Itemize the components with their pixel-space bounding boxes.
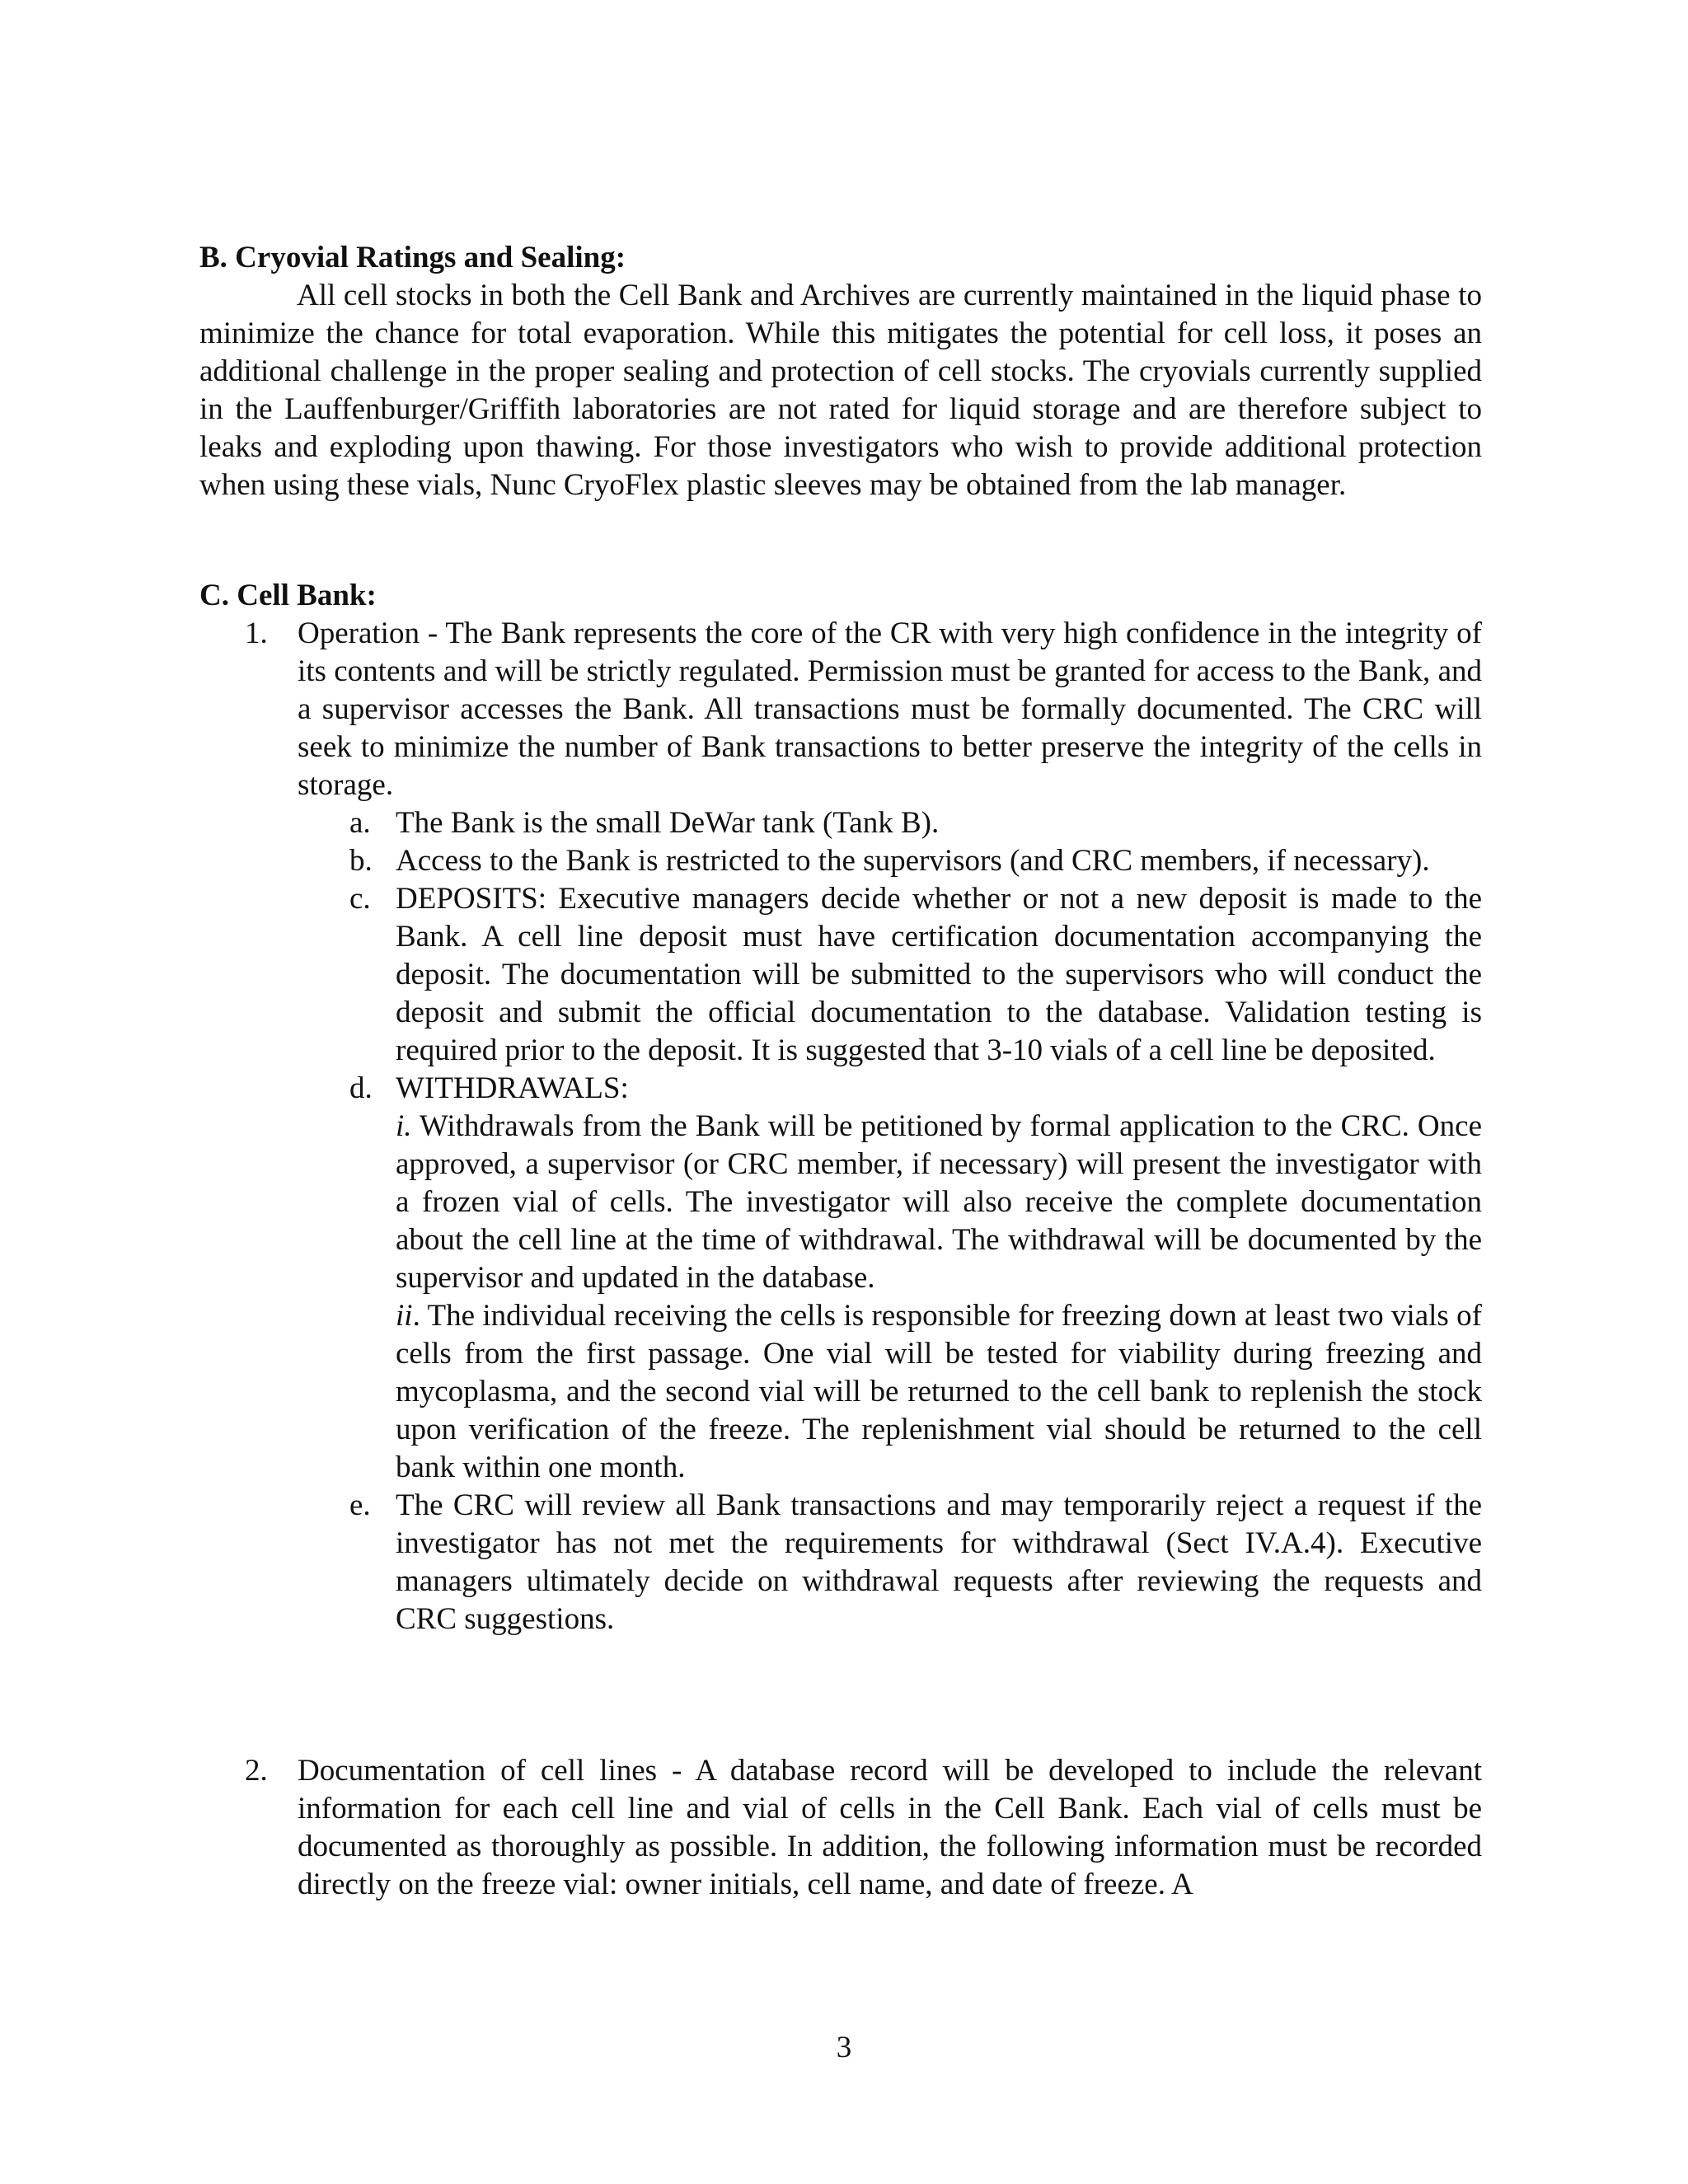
withdrawals-paragraph-ii: [396, 1297, 1482, 1487]
list-item-documentation: [245, 1752, 1482, 1904]
withdrawals-text-ii: . The individual receiving the cells is responsible for freezing down at least two vials of cells from the first passage. One vial will be tested for viability during freezing and mycoplasma, and the second vial will be returned to the cell bank to replenish the stock upon verification of the freeze. The replenishment vial should be returned to the cell bank within one month.: [396, 1299, 1482, 1484]
section-c-heading: C. Cell Bank:: [199, 579, 377, 612]
roman-numeral-i: i.: [396, 1109, 412, 1143]
sub-item-text: The CRC will review all Bank transactions and may temporarily reject a request if the investigator has not met the requirements for withdrawal (Sect IV.A.4). Executive managers ultimately decide on withdrawal requests after reviewing the requests and CRC suggestions.: [396, 1488, 1482, 1636]
sub-item-text: Access to the Bank is restricted to the supervisors (and CRC members, if necessary).: [396, 844, 1430, 878]
sub-item-e: [349, 1487, 1482, 1638]
sub-item-letter: c.: [349, 882, 371, 916]
section-b-heading: B. Cryovial Ratings and Sealing:: [199, 241, 626, 274]
list-item-operation: [245, 615, 1482, 1638]
list-number: 2.: [245, 1754, 268, 1788]
sub-item-d: [349, 1070, 1482, 1487]
sub-item-letter: a.: [349, 806, 371, 840]
sub-item-letter: e.: [349, 1488, 371, 1522]
sub-item-b: [349, 842, 1482, 880]
sub-item-text: The Bank is the small DeWar tank (Tank B).: [396, 806, 940, 840]
sub-item-c: [349, 880, 1482, 1070]
section-b-paragraph: [199, 277, 1482, 504]
withdrawals-text-i: Withdrawals from the Bank will be petitioned by formal application to the CRC. Once approved, a supervisor (or CRC member, if necessary) will present the investigator with a frozen vial of cells. The investigator will also receive the complete documentation about the cell line at the time of withdrawal. The withdrawal will be documented by the supervisor and updated in the database.: [396, 1109, 1482, 1295]
roman-numeral-ii: ii: [396, 1299, 413, 1333]
sub-item-text: DEPOSITS: Executive managers decide whether or not a new deposit is made to the Bank. A cell line deposit must have certification documentation accompanying the deposit. The documentation will be submitted to the supervisors who will conduct the deposit and submit the official documentation to the database. Validation testing is required prior to the deposit. It is suggested that 3-10 vials of a cell line be deposited.: [396, 882, 1482, 1067]
sub-item-letter: b.: [349, 844, 373, 878]
sub-item-letter: d.: [349, 1071, 373, 1105]
section-b-text: All cell stocks in both the Cell Bank and Archives are currently maintained in the liquid phase to minimize the chance for total evaporation. While this mitigates the potential for cell loss, it poses an additional challenge in the proper sealing and protection of cell stocks. The cryovials currently supplied in the Lauffenburger/Griffith laboratories are not rated for liquid storage and are therefore subject to leaks and exploding upon thawing. For those investigators who wish to provide additional protection when using these vials, Nunc CryoFlex plastic sleeves may be obtained from the lab manager.: [199, 279, 1482, 502]
sub-item-a: [349, 804, 1482, 842]
documentation-text: Documentation of cell lines - A database record will be developed to include the relevant information for each cell line and vial of cells in the Cell Bank. Each vial of cells must be documented as thoroughly as possible. In addition, the following information must be recorded directly on the freeze vial: owner initials, cell name, and date of freeze. A: [298, 1754, 1482, 1901]
list-number: 1.: [245, 616, 268, 650]
withdrawals-paragraph-i: [396, 1108, 1482, 1297]
withdrawals-title: WITHDRAWALS:: [396, 1071, 629, 1105]
page-number: 3: [836, 2031, 852, 2064]
operation-text: Operation - The Bank represents the core of the CR with very high confidence in the integrity of its contents and will be strictly regulated. Permission must be granted for access to the Bank, and a supervisor accesses the Bank. All transactions must be formally documented. The CRC will seek to minimize the number of Bank transactions to better preserve the integrity of the cells in storage.: [298, 616, 1482, 802]
